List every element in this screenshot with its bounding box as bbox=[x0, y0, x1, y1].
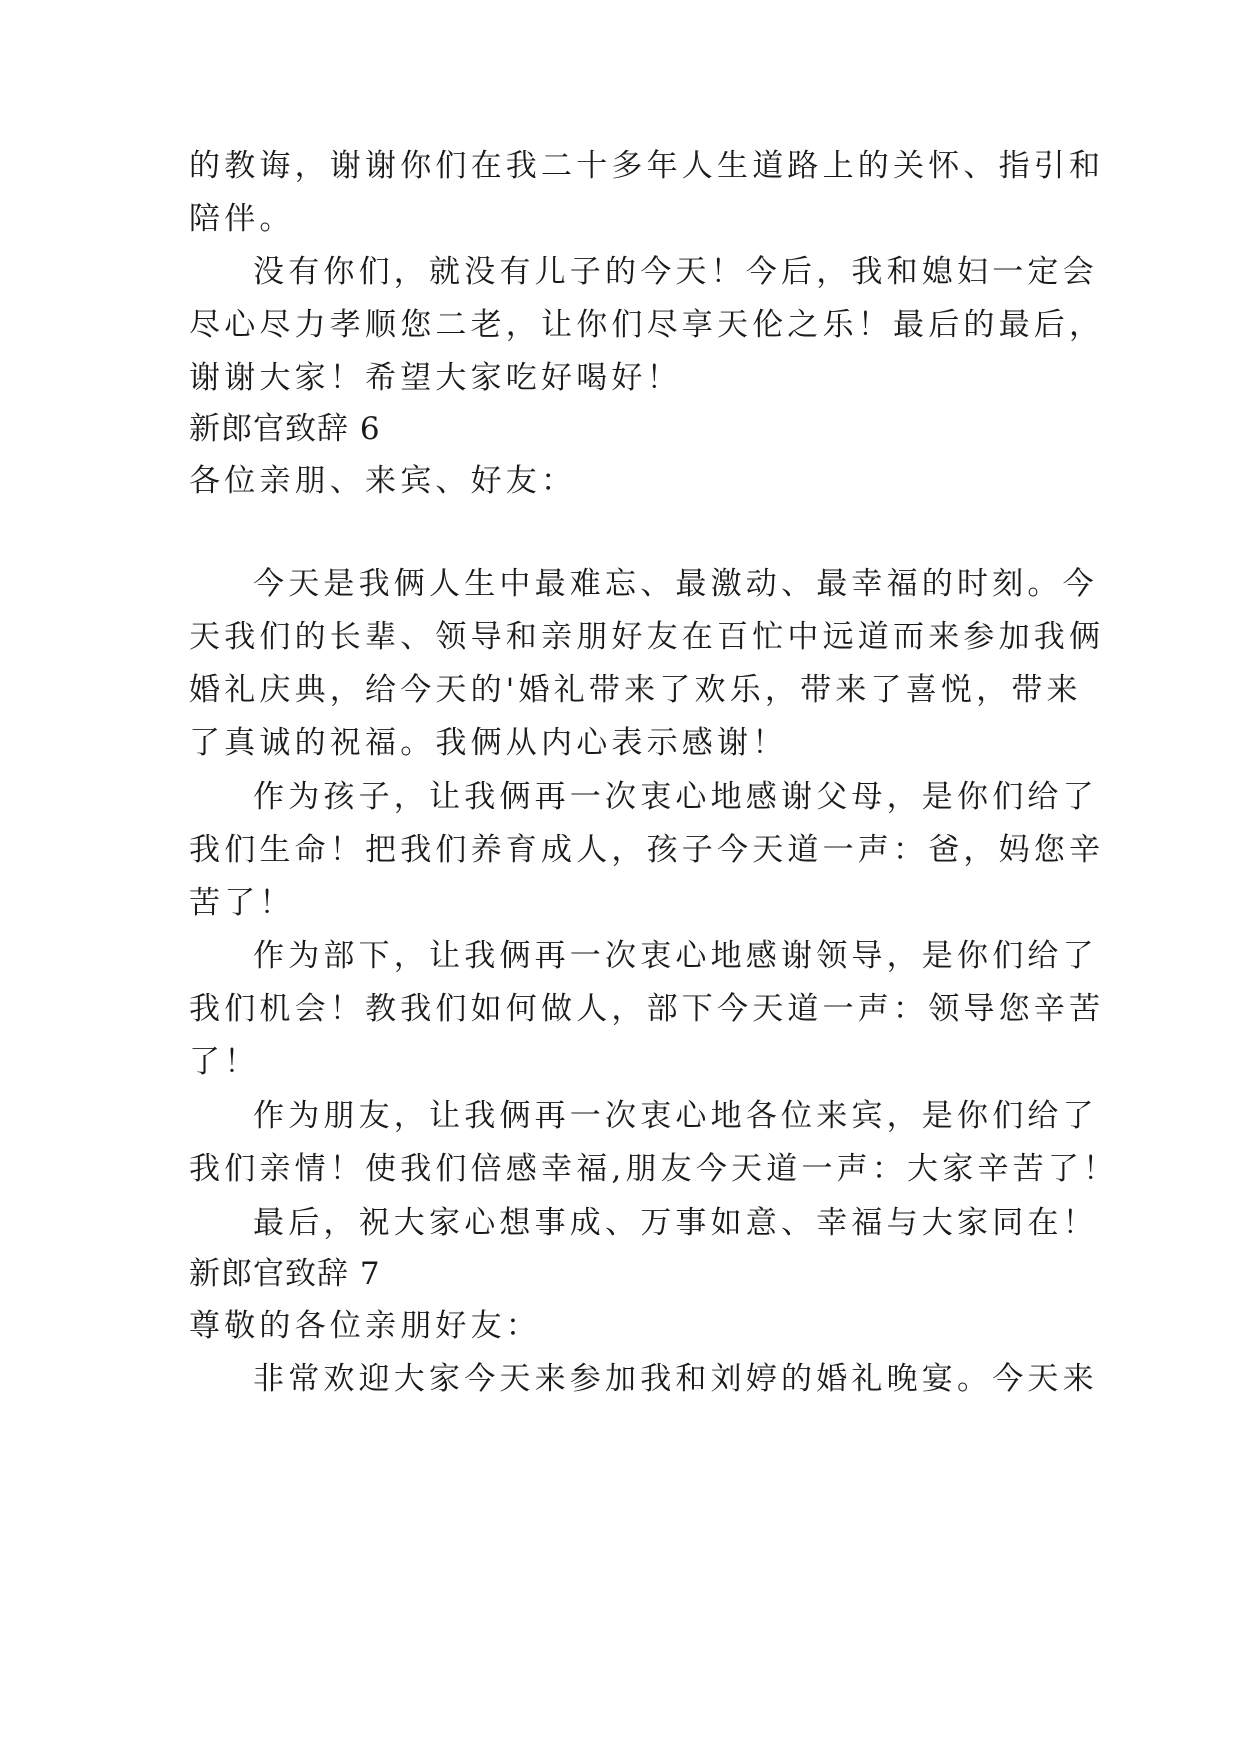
paragraph-start-line: 没有你们，就没有儿子的今天！今后，我和媳妇一定会 bbox=[253, 254, 1098, 290]
paragraph-start-line: 最后，祝大家心想事成、万事如意、幸福与大家同在！ bbox=[253, 1205, 1098, 1241]
paragraph-start-line: 作为孩子，让我俩再一次衷心地感谢父母，是你们给了 bbox=[253, 779, 1098, 815]
body-line: 尽心尽力孝顺您二老，让你们尽享天伦之乐！最后的最后， bbox=[189, 307, 1105, 343]
body-line: 了！ bbox=[189, 1044, 260, 1080]
body-line: 的教诲，谢谢你们在我二十多年人生道路上的关怀、指引和 bbox=[189, 148, 1105, 184]
body-line: 谢谢大家！希望大家吃好喝好！ bbox=[189, 360, 682, 396]
paragraph-start-line: 非常欢迎大家今天来参加我和刘婷的婚礼晚宴。今天来 bbox=[253, 1361, 1098, 1397]
paragraph-start-line: 作为部下，让我俩再一次衷心地感谢领导，是你们给了 bbox=[253, 938, 1098, 974]
body-line: 天我们的长辈、领导和亲朋好友在百忙中远道而来参加我俩 bbox=[189, 619, 1105, 655]
section-heading: 新郎官致辞 7 bbox=[189, 1256, 381, 1292]
paragraph-start-line: 作为朋友，让我俩再一次衷心地各位来宾，是你们给了 bbox=[253, 1098, 1098, 1134]
body-line: 我们亲情！使我们倍感幸福,朋友今天道一声：大家辛苦了！ bbox=[189, 1151, 1119, 1187]
body-line: 我们机会！教我们如何做人，部下今天道一声：领导您辛苦 bbox=[189, 991, 1105, 1027]
body-line: 苦了！ bbox=[189, 885, 295, 921]
salutation: 尊敬的各位亲朋好友： bbox=[189, 1308, 541, 1344]
salutation: 各位亲朋、来宾、好友： bbox=[189, 463, 577, 499]
body-line: 婚礼庆典，给今天的'婚礼带来了欢乐，带来了喜悦，带来 bbox=[189, 672, 1082, 708]
body-line: 我们生命！把我们养育成人，孩子今天道一声：爸，妈您辛 bbox=[189, 832, 1105, 868]
paragraph-start-line: 今天是我俩人生中最难忘、最激动、最幸福的时刻。今 bbox=[253, 566, 1098, 602]
body-line: 陪伴。 bbox=[189, 201, 295, 237]
body-line: 了真诚的祝福。我俩从内心表示感谢！ bbox=[189, 725, 788, 761]
section-heading: 新郎官致辞 6 bbox=[189, 411, 381, 447]
